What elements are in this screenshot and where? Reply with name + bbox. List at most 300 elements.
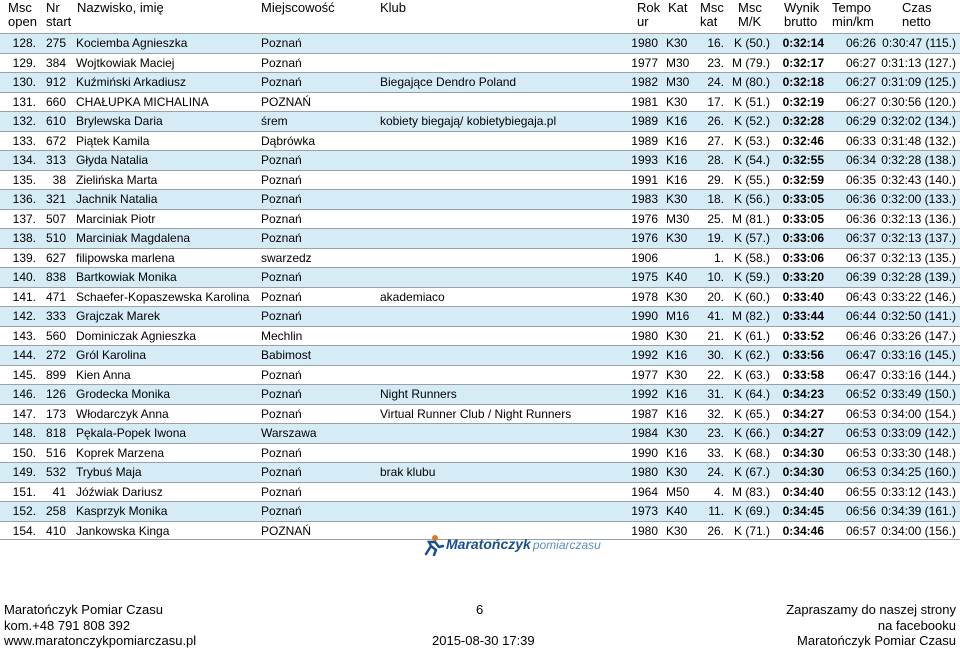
cell-nr: 173 <box>45 406 66 421</box>
header-wynik: Wynik brutto <box>784 0 820 29</box>
cell-tempo: 06:27 <box>845 55 876 70</box>
cell-catpos: 41. <box>707 309 724 323</box>
cell-nr: 507 <box>45 211 66 226</box>
cell-year: 1976 <box>631 231 658 245</box>
cell-cat: K30 <box>666 426 688 440</box>
table-row <box>0 209 960 229</box>
cell-name: Kuźmiński Arkadiusz <box>76 75 187 89</box>
table-header <box>0 0 960 30</box>
cell-year: 1978 <box>631 289 658 304</box>
header-name: Nazwisko, imię <box>77 0 164 15</box>
cell-mk: K (52.) <box>733 114 770 128</box>
cell-netto: 0:32:13 (136.) <box>881 211 956 226</box>
footer-phone: kom.+48 791 808 392 <box>4 618 131 633</box>
cell-catpos: 27. <box>707 133 724 148</box>
cell-year: 1989 <box>631 133 658 148</box>
footer-company-right: Maratończyk Pomiar Czasu <box>797 633 956 648</box>
cell-nr: 627 <box>45 250 66 265</box>
cell-mk: K (54.) <box>733 153 770 167</box>
cell-tempo: 06:47 <box>845 367 876 382</box>
cell-netto: 0:34:00 (156.) <box>881 523 956 538</box>
cell-catpos: 29. <box>707 172 724 187</box>
cell-nr: 560 <box>45 328 66 343</box>
cell-netto: 0:33:16 (144.) <box>881 367 956 382</box>
cell-nr: 384 <box>45 55 66 70</box>
cell-cat: K16 <box>666 133 688 148</box>
cell-mk: M (79.) <box>731 55 770 70</box>
footer-website[interactable]: www.maratonczykpomiarczasu.pl <box>4 633 197 648</box>
cell-netto: 0:34:25 (160.) <box>881 465 956 479</box>
cell-cat: K40 <box>666 270 688 284</box>
cell-tempo: 06:56 <box>845 504 876 518</box>
cell-netto: 0:32:00 (133.) <box>881 192 956 206</box>
cell-netto: 0:32:28 (139.) <box>881 270 956 284</box>
cell-pos: 138. <box>12 231 36 245</box>
cell-mk: K (63.) <box>733 367 770 382</box>
cell-cat: M30 <box>666 55 690 70</box>
cell-brutto: 0:34:30 <box>782 465 824 479</box>
cell-pos: 150. <box>12 445 36 460</box>
cell-city: POZNAŃ <box>261 94 312 109</box>
cell-city: Poznań <box>261 55 302 70</box>
cell-city: Mechlin <box>261 328 303 343</box>
footer-facebook: na facebooku <box>877 618 956 633</box>
table-row <box>0 248 960 268</box>
cell-tempo: 06:37 <box>845 250 876 265</box>
cell-brutto: 0:33:05 <box>782 192 824 206</box>
footer-invite: Zapraszamy do naszej strony <box>786 602 956 617</box>
cell-brutto: 0:32:14 <box>782 36 824 50</box>
header-club: Klub <box>380 0 407 15</box>
cell-year: 1982 <box>631 75 658 89</box>
footer-company: Maratończyk Pomiar Czasu <box>4 602 163 617</box>
cell-mk: K (60.) <box>733 289 770 304</box>
cell-year: 1990 <box>631 445 658 460</box>
cell-cat: K16 <box>666 172 688 187</box>
cell-catpos: 19. <box>707 231 724 245</box>
cell-city: Poznań <box>261 153 302 167</box>
cell-catpos: 30. <box>707 348 724 362</box>
cell-pos: 133. <box>12 133 36 148</box>
cell-pos: 143. <box>12 328 36 343</box>
cell-catpos: 24. <box>707 465 724 479</box>
cell-nr: 333 <box>45 309 66 323</box>
footer-page-number: 6 <box>476 602 484 617</box>
cell-catpos: 17. <box>707 94 724 109</box>
cell-cat: K30 <box>666 94 688 109</box>
cell-catpos: 26. <box>707 523 724 538</box>
cell-brutto: 0:32:18 <box>782 75 824 89</box>
cell-brutto: 0:34:23 <box>782 387 824 401</box>
cell-catpos: 25. <box>707 211 724 226</box>
table-row <box>0 287 960 307</box>
cell-catpos: 20. <box>707 289 724 304</box>
cell-catpos: 32. <box>707 406 724 421</box>
table-row <box>0 228 960 248</box>
cell-brutto: 0:32:19 <box>782 94 824 109</box>
cell-year: 1981 <box>631 94 658 109</box>
cell-city: Poznań <box>261 484 302 499</box>
cell-city: Poznań <box>261 504 302 518</box>
cell-netto: 0:32:43 (140.) <box>881 172 956 187</box>
cell-year: 1992 <box>631 348 658 362</box>
cell-nr: 321 <box>45 192 66 206</box>
cell-pos: 147. <box>12 406 36 421</box>
cell-city: śrem <box>261 114 288 128</box>
cell-city: Poznań <box>261 406 302 421</box>
cell-brutto: 0:33:20 <box>782 270 824 284</box>
cell-pos: 144. <box>12 348 36 362</box>
cell-tempo: 06:43 <box>845 289 876 304</box>
table-row <box>0 150 960 170</box>
cell-cat: M30 <box>666 211 690 226</box>
cell-brutto: 0:32:28 <box>782 114 824 128</box>
cell-year: 1992 <box>631 387 658 401</box>
cell-tempo: 06:34 <box>845 153 876 167</box>
cell-tempo: 06:57 <box>845 523 876 538</box>
cell-nr: 899 <box>45 367 66 382</box>
table-row <box>0 404 960 424</box>
cell-brutto: 0:34:45 <box>782 504 824 518</box>
cell-tempo: 06:44 <box>845 309 876 323</box>
cell-catpos: 21. <box>707 328 724 343</box>
header-msc-kat: Msc kat <box>700 0 724 29</box>
table-row <box>0 53 960 73</box>
cell-tempo: 06:53 <box>845 465 876 479</box>
cell-mk: K (57.) <box>733 231 770 245</box>
cell-year: 1964 <box>631 484 658 499</box>
cell-mk: K (61.) <box>733 328 770 343</box>
cell-tempo: 06:52 <box>845 387 876 401</box>
cell-tempo: 06:46 <box>845 328 876 343</box>
cell-tempo: 06:36 <box>845 192 876 206</box>
cell-year: 1987 <box>631 406 658 421</box>
cell-nr: 272 <box>45 348 66 362</box>
cell-year: 1980 <box>631 523 658 538</box>
cell-netto: 0:33:12 (143.) <box>881 484 956 499</box>
header-msc-mk: Msc M/K <box>738 0 762 29</box>
table-row <box>0 111 960 131</box>
cell-name: Grajczak Marek <box>76 309 161 323</box>
cell-cat: K30 <box>666 231 688 245</box>
cell-tempo: 06:53 <box>845 426 876 440</box>
cell-brutto: 0:33:40 <box>782 289 824 304</box>
cell-name: Dominiczak Agnieszka <box>76 328 197 343</box>
cell-pos: 130. <box>12 75 36 89</box>
cell-name: Marciniak Magdalena <box>76 231 191 245</box>
cell-pos: 131. <box>12 94 36 109</box>
cell-nr: 510 <box>45 231 66 245</box>
cell-tempo: 06:27 <box>845 94 876 109</box>
cell-tempo: 06:35 <box>845 172 876 187</box>
cell-nr: 818 <box>45 426 66 440</box>
cell-year: 1973 <box>631 504 658 518</box>
cell-brutto: 0:33:58 <box>782 367 824 382</box>
footer-datetime: 2015-08-30 17:39 <box>432 633 535 648</box>
cell-name: Brylewska Daria <box>76 114 163 128</box>
cell-club: Night Runners <box>380 387 457 401</box>
cell-city: Poznań <box>261 231 302 245</box>
cell-brutto: 0:33:44 <box>782 309 824 323</box>
cell-brutto: 0:33:05 <box>782 211 824 226</box>
cell-city: Poznań <box>261 172 302 187</box>
cell-netto: 0:31:48 (132.) <box>881 133 956 148</box>
cell-name: Włodarczyk Anna <box>76 406 169 421</box>
cell-city: Dąbrówka <box>261 133 316 148</box>
table-row <box>0 267 960 287</box>
cell-brutto: 0:34:27 <box>782 426 824 440</box>
cell-netto: 0:32:50 (141.) <box>881 309 956 323</box>
cell-cat: K30 <box>666 289 688 304</box>
cell-mk: K (58.) <box>733 250 770 265</box>
table-row <box>0 326 960 346</box>
cell-name: Jóźwiak Dariusz <box>76 484 163 499</box>
cell-cat: M30 <box>666 75 690 89</box>
cell-netto: 0:33:22 (146.) <box>881 289 956 304</box>
cell-nr: 41 <box>52 484 66 499</box>
cell-brutto: 0:33:56 <box>782 348 824 362</box>
cell-city: POZNAŃ <box>261 523 312 538</box>
cell-mk: K (51.) <box>733 94 770 109</box>
cell-name: Piątek Kamila <box>76 133 150 148</box>
cell-year: 1906 <box>631 250 658 265</box>
cell-tempo: 06:27 <box>845 75 876 89</box>
table-row <box>0 443 960 463</box>
cell-club: Virtual Runner Club / Night Runners <box>380 406 572 421</box>
cell-year: 1976 <box>631 211 658 226</box>
cell-year: 1989 <box>631 114 658 128</box>
cell-pos: 154. <box>12 523 36 538</box>
maratonczyk-logo <box>420 534 601 556</box>
cell-city: Poznań <box>261 309 302 323</box>
table-row <box>0 189 960 209</box>
cell-pos: 139. <box>12 250 36 265</box>
runner-icon <box>420 534 446 556</box>
cell-year: 1980 <box>631 465 658 479</box>
cell-city: Poznań <box>261 75 302 89</box>
cell-city: Poznań <box>261 387 302 401</box>
cell-nr: 516 <box>45 445 66 460</box>
cell-netto: 0:30:47 (115.) <box>882 36 956 50</box>
header-tempo: Tempo min/km <box>832 0 874 29</box>
cell-netto: 0:33:49 (150.) <box>881 387 956 401</box>
header-city: Miejscowość <box>261 0 335 15</box>
cell-city: Poznań <box>261 192 302 206</box>
cell-year: 1983 <box>631 192 658 206</box>
cell-tempo: 06:26 <box>845 36 876 50</box>
cell-catpos: 33. <box>707 445 724 460</box>
table-row <box>0 345 960 365</box>
cell-netto: 0:31:09 (125.) <box>881 75 956 89</box>
cell-name: CHAŁUPKA MICHALINA <box>76 94 209 109</box>
cell-mk: K (66.) <box>733 426 770 440</box>
cell-catpos: 1. <box>713 250 724 265</box>
table-row <box>0 482 960 502</box>
cell-cat: K16 <box>666 406 688 421</box>
cell-club: akademiaco <box>380 289 445 304</box>
cell-netto: 0:32:13 (135.) <box>881 250 956 265</box>
cell-catpos: 16. <box>707 36 724 50</box>
cell-catpos: 22. <box>707 367 724 382</box>
cell-cat: K16 <box>666 114 688 128</box>
cell-mk: K (50.) <box>733 36 770 50</box>
cell-name: Gról Karolina <box>76 348 147 362</box>
cell-name: Bartkowiak Monika <box>76 270 177 284</box>
cell-cat: K16 <box>666 387 688 401</box>
table-row <box>0 306 960 326</box>
cell-pos: 140. <box>12 270 36 284</box>
cell-pos: 135. <box>12 172 36 187</box>
cell-pos: 136. <box>12 192 36 206</box>
cell-catpos: 23. <box>707 55 724 70</box>
cell-catpos: 10. <box>707 270 724 284</box>
cell-city: Poznań <box>261 465 302 479</box>
cell-netto: 0:32:02 (134.) <box>881 114 956 128</box>
cell-city: Poznań <box>261 289 302 304</box>
cell-pos: 145. <box>12 367 36 382</box>
cell-mk: K (59.) <box>733 270 770 284</box>
cell-brutto: 0:34:27 <box>782 406 824 421</box>
cell-nr: 838 <box>45 270 66 284</box>
cell-name: Głyda Natalia <box>76 153 149 167</box>
table-row <box>0 131 960 151</box>
cell-mk: M (81.) <box>731 211 770 226</box>
cell-catpos: 26. <box>707 114 724 128</box>
cell-club: Biegające Dendro Poland <box>380 75 517 89</box>
cell-netto: 0:32:28 (138.) <box>881 153 956 167</box>
cell-pos: 141. <box>12 289 36 304</box>
cell-catpos: 23. <box>707 426 724 440</box>
cell-mk: M (80.) <box>731 75 770 89</box>
table-row <box>0 72 960 92</box>
cell-pos: 134. <box>12 153 36 167</box>
cell-year: 1980 <box>631 328 658 343</box>
cell-tempo: 06:36 <box>845 211 876 226</box>
cell-brutto: 0:32:55 <box>782 153 824 167</box>
cell-tempo: 06:47 <box>845 348 876 362</box>
cell-nr: 471 <box>45 289 66 304</box>
cell-netto: 0:33:16 (145.) <box>881 348 956 362</box>
cell-nr: 410 <box>45 523 66 538</box>
cell-name: Kasprzyk Monika <box>76 504 168 518</box>
cell-mk: K (64.) <box>733 387 770 401</box>
cell-name: Wojtkowiak Maciej <box>76 55 175 70</box>
cell-nr: 912 <box>45 75 66 89</box>
cell-cat: M50 <box>666 484 690 499</box>
header-czas: Czas netto <box>902 0 932 29</box>
cell-tempo: 06:55 <box>845 484 876 499</box>
cell-year: 1991 <box>631 172 658 187</box>
cell-pos: 149. <box>12 465 36 479</box>
cell-pos: 129. <box>12 55 36 70</box>
cell-mk: K (71.) <box>733 523 770 538</box>
cell-netto: 0:34:39 (161.) <box>881 504 956 518</box>
cell-catpos: 28. <box>707 153 724 167</box>
cell-netto: 0:31:13 (127.) <box>881 55 956 70</box>
cell-club: brak klubu <box>380 465 436 479</box>
cell-year: 1993 <box>631 153 658 167</box>
cell-name: filipowska marlena <box>76 250 175 265</box>
cell-year: 1990 <box>631 309 658 323</box>
cell-name: Jachnik Natalia <box>76 192 158 206</box>
cell-pos: 148. <box>12 426 36 440</box>
cell-city: Poznań <box>261 211 302 226</box>
cell-nr: 610 <box>45 114 66 128</box>
cell-city: swarzedz <box>261 250 312 265</box>
table-row <box>0 384 960 404</box>
cell-nr: 258 <box>45 504 66 518</box>
cell-mk: M (83.) <box>731 484 770 499</box>
cell-nr: 126 <box>45 387 66 401</box>
cell-name: Marciniak Piotr <box>76 211 156 226</box>
cell-name: Pękala-Popek Iwona <box>76 426 187 440</box>
logo-main-text: Maratończyk <box>446 536 531 552</box>
cell-year: 1984 <box>631 426 658 440</box>
cell-nr: 38 <box>52 172 66 187</box>
cell-mk: K (69.) <box>733 504 770 518</box>
cell-mk: K (65.) <box>733 406 770 421</box>
cell-tempo: 06:29 <box>845 114 876 128</box>
cell-pos: 146. <box>12 387 36 401</box>
cell-pos: 142. <box>12 309 36 323</box>
cell-brutto: 0:34:40 <box>782 484 824 499</box>
cell-cat: K40 <box>666 504 688 518</box>
cell-mk: M (82.) <box>731 309 770 323</box>
cell-cat: K16 <box>666 153 688 167</box>
cell-nr: 672 <box>45 133 66 148</box>
cell-mk: K (62.) <box>733 348 770 362</box>
cell-brutto: 0:34:30 <box>782 445 824 460</box>
cell-pos: 128. <box>12 36 36 50</box>
cell-netto: 0:33:30 (148.) <box>881 445 956 460</box>
cell-mk: K (53.) <box>733 133 770 148</box>
cell-catpos: 4. <box>713 484 724 499</box>
cell-cat: K30 <box>666 465 688 479</box>
cell-brutto: 0:32:46 <box>782 133 824 148</box>
table-row <box>0 33 960 53</box>
cell-nr: 532 <box>45 465 66 479</box>
cell-mk: K (67.) <box>733 465 770 479</box>
table-row <box>0 501 960 521</box>
cell-city: Poznań <box>261 367 302 382</box>
cell-brutto: 0:32:17 <box>782 55 824 70</box>
table-row <box>0 92 960 112</box>
table-row <box>0 170 960 190</box>
cell-year: 1975 <box>631 270 658 284</box>
cell-mk: K (55.) <box>733 172 770 187</box>
cell-cat: K16 <box>666 348 688 362</box>
cell-brutto: 0:34:46 <box>782 523 824 538</box>
table-row <box>0 365 960 385</box>
cell-netto: 0:33:26 (147.) <box>881 328 956 343</box>
cell-year: 1980 <box>631 36 658 50</box>
cell-name: Zielińska Marta <box>76 172 158 187</box>
cell-cat: K30 <box>666 523 688 538</box>
cell-brutto: 0:33:06 <box>782 231 824 245</box>
cell-brutto: 0:32:59 <box>782 172 824 187</box>
cell-club: kobiety biegają/ kobietybiegaja.pl <box>380 114 557 128</box>
cell-pos: 137. <box>12 211 36 226</box>
cell-name: Grodecka Monika <box>76 387 171 401</box>
cell-catpos: 31. <box>707 387 724 401</box>
cell-tempo: 06:53 <box>845 406 876 421</box>
cell-tempo: 06:37 <box>845 231 876 245</box>
cell-netto: 0:30:56 (120.) <box>881 94 956 109</box>
cell-name: Jankowska Kinga <box>76 523 170 538</box>
cell-name: Koprek Marzena <box>76 445 165 460</box>
table-row <box>0 462 960 482</box>
header-kat: Kat <box>668 0 688 15</box>
